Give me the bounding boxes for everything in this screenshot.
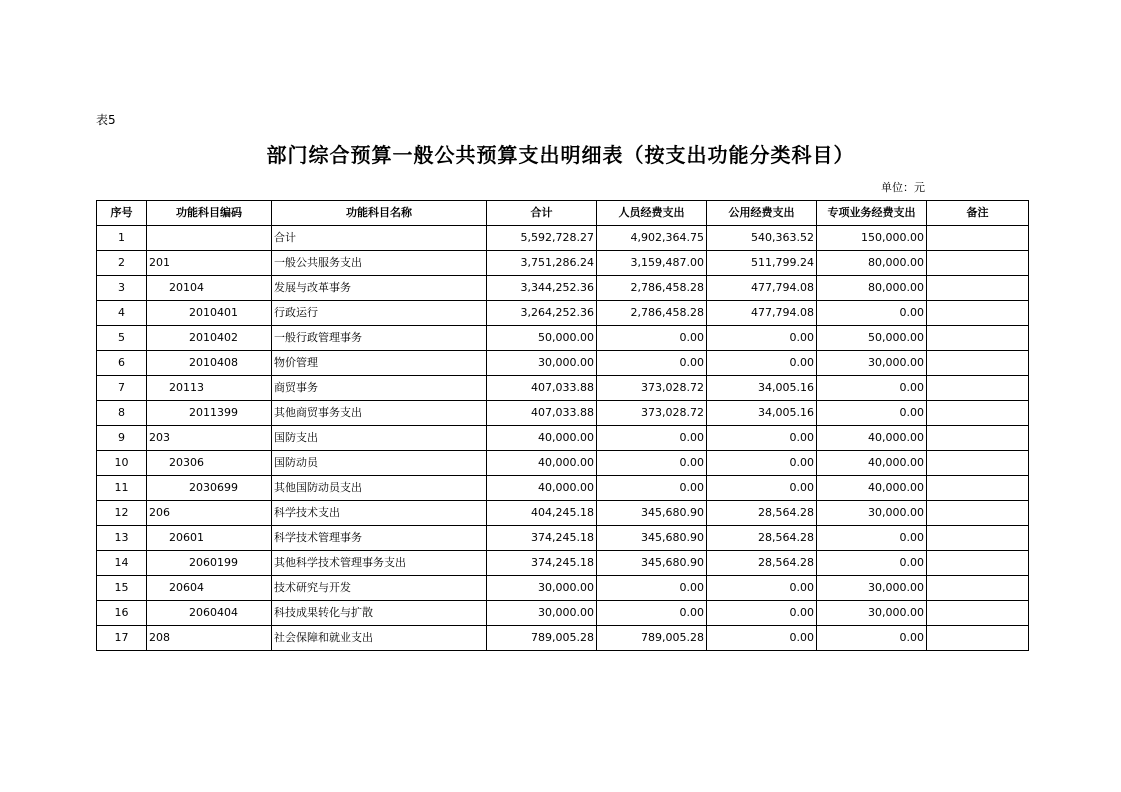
cell-code: 20306 [147, 451, 272, 476]
cell-name: 技术研究与开发 [272, 576, 487, 601]
table-row [97, 401, 1029, 426]
cell-special: 0.00 [817, 551, 927, 576]
cell-public: 28,564.28 [707, 526, 817, 551]
cell-total: 3,751,286.24 [487, 251, 597, 276]
cell-note [927, 351, 1029, 376]
cell-index: 9 [97, 426, 147, 451]
cell-special: 40,000.00 [817, 476, 927, 501]
cell-public: 0.00 [707, 426, 817, 451]
cell-note [927, 526, 1029, 551]
cell-total: 40,000.00 [487, 451, 597, 476]
cell-public: 0.00 [707, 451, 817, 476]
cell-name: 国防支出 [272, 426, 487, 451]
header-total: 合计 [487, 201, 597, 226]
table-row [97, 276, 1029, 301]
cell-note [927, 476, 1029, 501]
cell-name: 科学技术支出 [272, 501, 487, 526]
cell-total: 30,000.00 [487, 351, 597, 376]
table-row [97, 451, 1029, 476]
cell-personnel: 2,786,458.28 [597, 301, 707, 326]
cell-index: 6 [97, 351, 147, 376]
cell-note [927, 501, 1029, 526]
cell-index: 13 [97, 526, 147, 551]
cell-index: 5 [97, 326, 147, 351]
cell-code: 2011399 [147, 401, 272, 426]
cell-code: 2010402 [147, 326, 272, 351]
cell-index: 7 [97, 376, 147, 401]
cell-note [927, 251, 1029, 276]
cell-special: 40,000.00 [817, 426, 927, 451]
cell-public: 34,005.16 [707, 376, 817, 401]
table-body [97, 226, 1029, 651]
cell-index: 1 [97, 226, 147, 251]
cell-personnel: 345,680.90 [597, 526, 707, 551]
table-row [97, 376, 1029, 401]
cell-public: 0.00 [707, 601, 817, 626]
cell-personnel: 345,680.90 [597, 501, 707, 526]
cell-total: 40,000.00 [487, 476, 597, 501]
header-name: 功能科目名称 [272, 201, 487, 226]
cell-total: 5,592,728.27 [487, 226, 597, 251]
cell-code: 206 [147, 501, 272, 526]
cell-personnel: 0.00 [597, 601, 707, 626]
cell-special: 150,000.00 [817, 226, 927, 251]
cell-personnel: 0.00 [597, 576, 707, 601]
cell-name: 商贸事务 [272, 376, 487, 401]
cell-note [927, 551, 1029, 576]
cell-code: 20604 [147, 576, 272, 601]
cell-code: 2060404 [147, 601, 272, 626]
cell-personnel: 0.00 [597, 326, 707, 351]
cell-personnel: 0.00 [597, 426, 707, 451]
cell-public: 511,799.24 [707, 251, 817, 276]
cell-index: 16 [97, 601, 147, 626]
cell-name: 一般行政管理事务 [272, 326, 487, 351]
unit-label: 单位：元 [881, 181, 925, 194]
cell-note [927, 301, 1029, 326]
cell-personnel: 373,028.72 [597, 376, 707, 401]
cell-code: 20601 [147, 526, 272, 551]
table-row [97, 301, 1029, 326]
cell-index: 3 [97, 276, 147, 301]
cell-code: 2060199 [147, 551, 272, 576]
table-row [97, 226, 1029, 251]
cell-personnel: 789,005.28 [597, 626, 707, 651]
cell-index: 17 [97, 626, 147, 651]
table-row [97, 626, 1029, 651]
cell-total: 30,000.00 [487, 576, 597, 601]
cell-name: 行政运行 [272, 301, 487, 326]
cell-index: 2 [97, 251, 147, 276]
cell-total: 404,245.18 [487, 501, 597, 526]
cell-special: 50,000.00 [817, 326, 927, 351]
header-special: 专项业务经费支出 [817, 201, 927, 226]
page-title: 部门综合预算一般公共预算支出明细表（按支出功能分类科目） [266, 143, 855, 167]
cell-total: 3,264,252.36 [487, 301, 597, 326]
cell-note [927, 401, 1029, 426]
cell-name: 合计 [272, 226, 487, 251]
cell-index: 15 [97, 576, 147, 601]
cell-personnel: 2,786,458.28 [597, 276, 707, 301]
cell-name: 其他科学技术管理事务支出 [272, 551, 487, 576]
cell-note [927, 226, 1029, 251]
cell-index: 10 [97, 451, 147, 476]
cell-code: 208 [147, 626, 272, 651]
cell-public: 0.00 [707, 576, 817, 601]
table-number: 表5 [96, 113, 116, 127]
cell-code: 20113 [147, 376, 272, 401]
cell-code [147, 226, 272, 251]
cell-note [927, 376, 1029, 401]
cell-public: 0.00 [707, 326, 817, 351]
header-personnel: 人员经费支出 [597, 201, 707, 226]
cell-total: 30,000.00 [487, 601, 597, 626]
cell-total: 789,005.28 [487, 626, 597, 651]
cell-total: 374,245.18 [487, 551, 597, 576]
cell-special: 0.00 [817, 526, 927, 551]
cell-note [927, 276, 1029, 301]
cell-name: 一般公共服务支出 [272, 251, 487, 276]
cell-note [927, 626, 1029, 651]
cell-special: 30,000.00 [817, 601, 927, 626]
cell-name: 科技成果转化与扩散 [272, 601, 487, 626]
table-row [97, 526, 1029, 551]
cell-public: 34,005.16 [707, 401, 817, 426]
cell-personnel: 0.00 [597, 451, 707, 476]
cell-special: 0.00 [817, 376, 927, 401]
cell-code: 201 [147, 251, 272, 276]
header-public: 公用经费支出 [707, 201, 817, 226]
cell-name: 其他国防动员支出 [272, 476, 487, 501]
table-row [97, 476, 1029, 501]
cell-index: 4 [97, 301, 147, 326]
cell-code: 2010401 [147, 301, 272, 326]
cell-note [927, 576, 1029, 601]
cell-code: 20104 [147, 276, 272, 301]
cell-total: 40,000.00 [487, 426, 597, 451]
table-header-row [97, 201, 1029, 226]
cell-public: 0.00 [707, 626, 817, 651]
cell-special: 0.00 [817, 401, 927, 426]
table-row [97, 351, 1029, 376]
table-row [97, 551, 1029, 576]
table-row [97, 501, 1029, 526]
cell-note [927, 426, 1029, 451]
cell-name: 发展与改革事务 [272, 276, 487, 301]
header-code: 功能科目编码 [147, 201, 272, 226]
cell-public: 477,794.08 [707, 301, 817, 326]
cell-personnel: 373,028.72 [597, 401, 707, 426]
cell-personnel: 345,680.90 [597, 551, 707, 576]
cell-total: 374,245.18 [487, 526, 597, 551]
cell-public: 477,794.08 [707, 276, 817, 301]
cell-name: 社会保障和就业支出 [272, 626, 487, 651]
table-row [97, 426, 1029, 451]
table-row [97, 251, 1029, 276]
cell-personnel: 0.00 [597, 476, 707, 501]
cell-special: 80,000.00 [817, 251, 927, 276]
cell-name: 科学技术管理事务 [272, 526, 487, 551]
cell-special: 30,000.00 [817, 576, 927, 601]
cell-code: 203 [147, 426, 272, 451]
table-row [97, 576, 1029, 601]
cell-name: 国防动员 [272, 451, 487, 476]
cell-note [927, 451, 1029, 476]
budget-table [96, 200, 1029, 651]
cell-total: 407,033.88 [487, 401, 597, 426]
cell-public: 0.00 [707, 351, 817, 376]
table-row [97, 326, 1029, 351]
cell-public: 540,363.52 [707, 226, 817, 251]
cell-name: 其他商贸事务支出 [272, 401, 487, 426]
cell-total: 50,000.00 [487, 326, 597, 351]
header-note: 备注 [927, 201, 1029, 226]
cell-personnel: 4,902,364.75 [597, 226, 707, 251]
cell-special: 30,000.00 [817, 351, 927, 376]
cell-name: 物价管理 [272, 351, 487, 376]
cell-special: 30,000.00 [817, 501, 927, 526]
cell-special: 0.00 [817, 626, 927, 651]
cell-public: 28,564.28 [707, 501, 817, 526]
header-index: 序号 [97, 201, 147, 226]
cell-index: 8 [97, 401, 147, 426]
cell-total: 3,344,252.36 [487, 276, 597, 301]
cell-public: 28,564.28 [707, 551, 817, 576]
cell-special: 80,000.00 [817, 276, 927, 301]
cell-note [927, 601, 1029, 626]
cell-special: 0.00 [817, 301, 927, 326]
table-row [97, 601, 1029, 626]
cell-code: 2010408 [147, 351, 272, 376]
cell-index: 11 [97, 476, 147, 501]
cell-note [927, 326, 1029, 351]
cell-personnel: 0.00 [597, 351, 707, 376]
cell-public: 0.00 [707, 476, 817, 501]
cell-special: 40,000.00 [817, 451, 927, 476]
cell-index: 14 [97, 551, 147, 576]
cell-total: 407,033.88 [487, 376, 597, 401]
cell-personnel: 3,159,487.00 [597, 251, 707, 276]
cell-code: 2030699 [147, 476, 272, 501]
cell-index: 12 [97, 501, 147, 526]
